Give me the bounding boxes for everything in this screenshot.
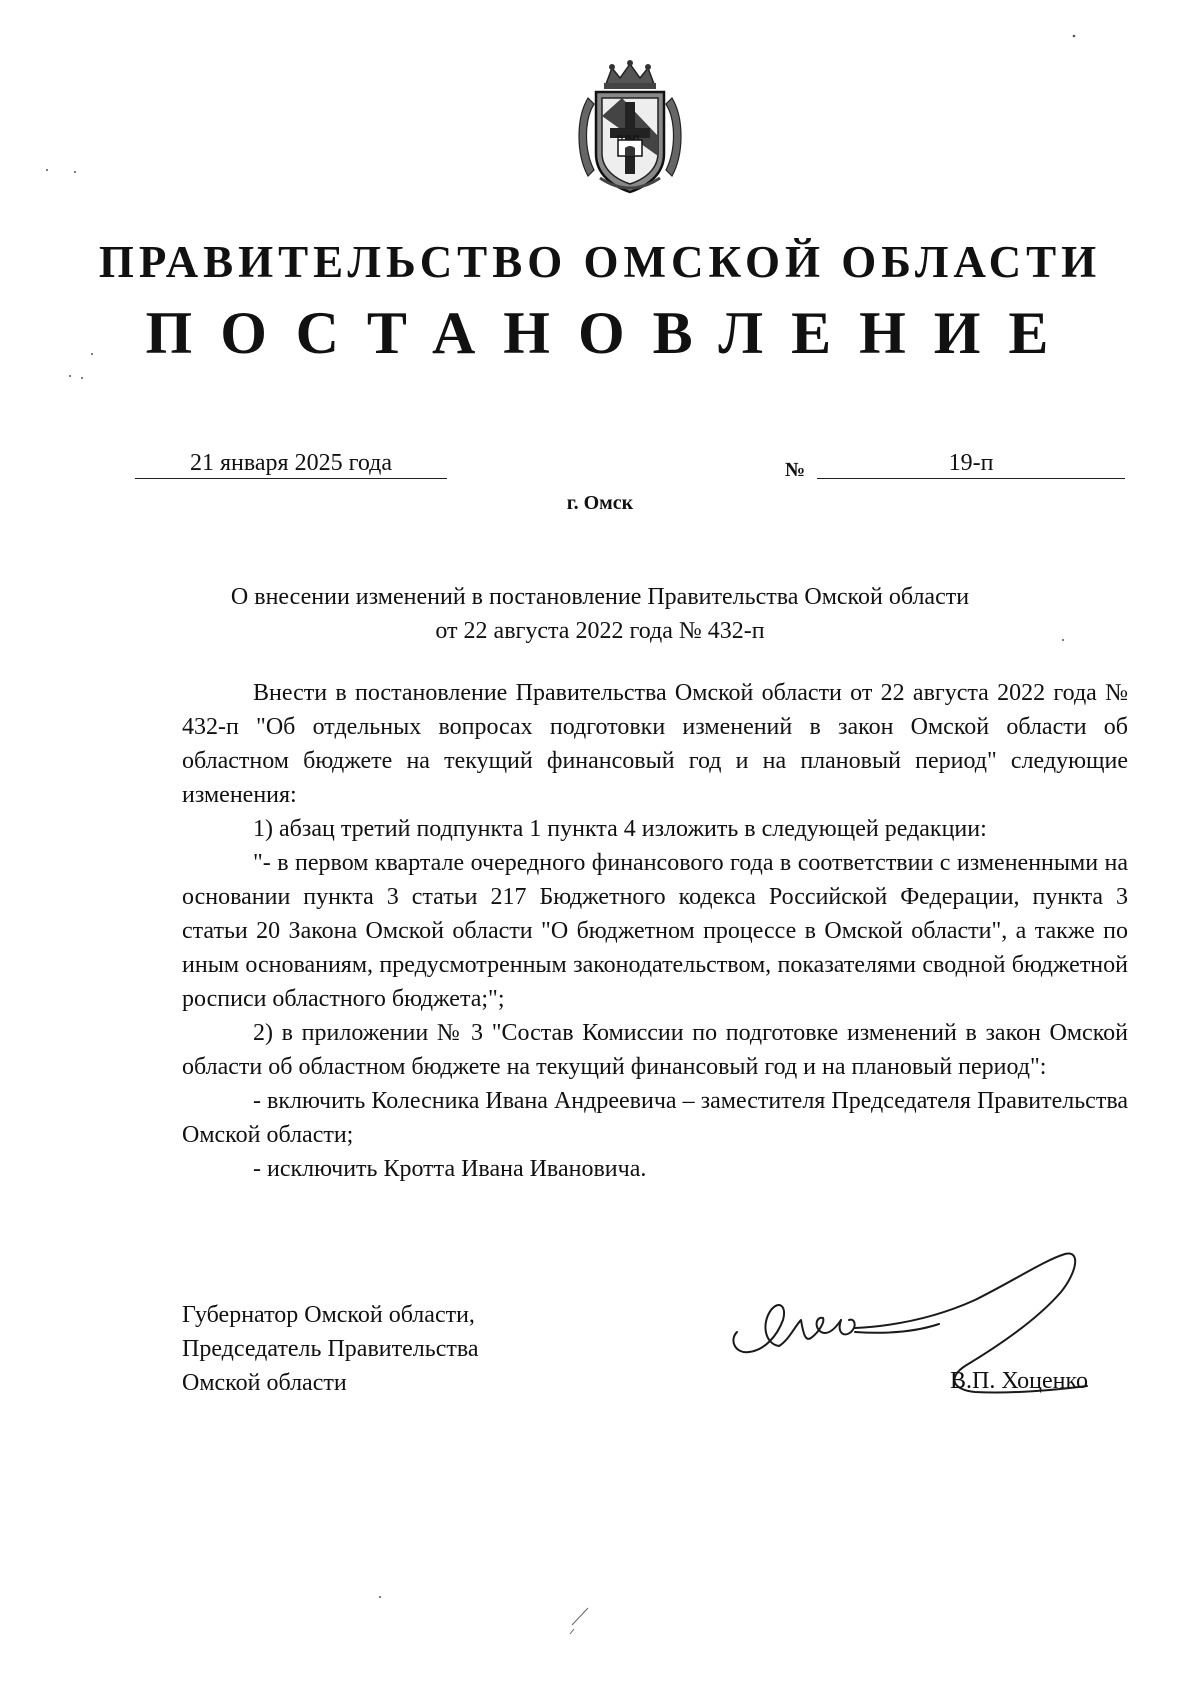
document-number: 19-п	[817, 448, 1125, 479]
coat-of-arms-icon	[570, 58, 690, 198]
body-paragraph: 2) в приложении № 3 "Состав Комиссии по подготовке изменений в закон Омской области об областном бюджете на текущий финансовый год и на плановый период":	[182, 1020, 1128, 1080]
signatory-title	[182, 1298, 602, 1400]
signer-name: В.П. Хоценко	[950, 1368, 1088, 1394]
document-subject	[180, 580, 1020, 648]
body-paragraph: "- в первом квартале очередного финансового года в соответствии с измененными на основании пункта 3 статьи 217 Бюджетного кодекса Российской Федерации, пункта 3 статьи 20 Закона Омской области "О бюджетном процессе в Омской области", а также по иным основаниям, предусмотренным законодательством, показателями сводной бюджетной росписи областного бюджета;";	[182, 850, 1128, 1012]
body-paragraph: - включить Колесника Ивана Андреевича – заместителя Председателя Правительства Омской области;	[182, 1088, 1128, 1148]
handwritten-signature	[725, 1240, 1095, 1430]
organization-name: ПРАВИТЕЛЬСТВО ОМСКОЙ ОБЛАСТИ	[98, 237, 1102, 287]
signatory-title-line: Омской области	[182, 1370, 347, 1396]
subject-line: О внесении изменений в постановление Правительства Омской области	[230, 584, 970, 610]
document-city: г. Омск	[566, 492, 634, 514]
signatory-title-line: Председатель Правительства	[182, 1336, 479, 1362]
document-body	[182, 676, 1128, 1186]
body-paragraph: - исключить Кротта Ивана Ивановича.	[253, 1156, 647, 1182]
body-paragraph: 1) абзац третий подпункта 1 пункта 4 изложить в следующей редакции:	[253, 816, 987, 842]
document-type: ПОСТАНОВЛЕНИЕ	[145, 300, 1077, 366]
subject-line: от 22 августа 2022 года № 432-п	[435, 618, 765, 644]
body-paragraph: Внести в постановление Правительства Омской области от 22 августа 2022 года № 432-п "Об отдельных вопросах подготовки изменений в закон Омской области об областном бюджете на текущий финансовый год и на плановый период" следующие изменения:	[182, 680, 1128, 808]
number-sign: №	[785, 459, 806, 481]
document-date: 21 января 2025 года	[135, 448, 447, 479]
signatory-title-line: Губернатор Омской области,	[182, 1302, 475, 1328]
